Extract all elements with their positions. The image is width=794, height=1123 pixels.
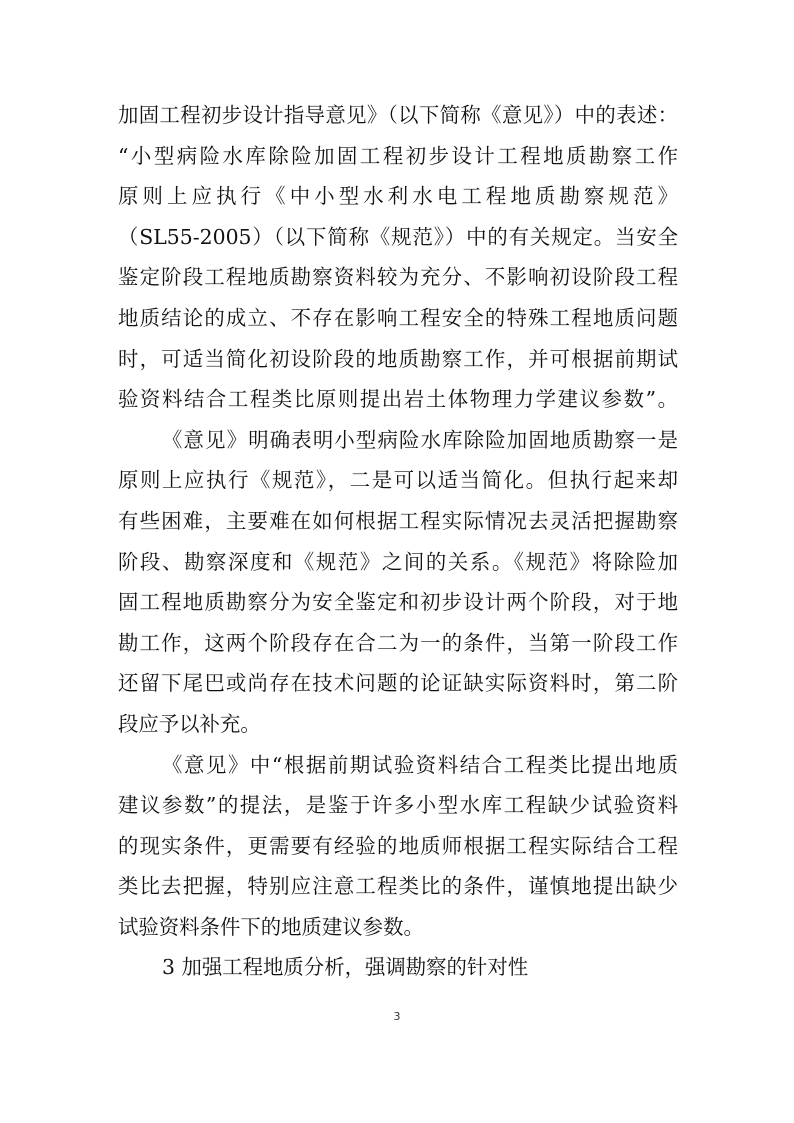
body-text xyxy=(118,95,678,988)
text-line: 固工程地质勘察分为安全鉴定和初步设计两个阶段，对于地 xyxy=(118,590,678,615)
text-line: 勘工作，这两个阶段存在合二为一的条件，当第一阶段工作 xyxy=(118,630,678,655)
text-line: 原则上应执行《规范》，二是可以适当简化。但执行起来却 xyxy=(118,468,678,493)
text-line: 地质结论的成立、不存在影响工程安全的特殊工程地质问题 xyxy=(118,305,678,330)
text-line: 有些困难，主要难在如何根据工程实际情况去灵活把握勘察 xyxy=(118,508,678,533)
text-line: 试验资料条件下的地质建议参数。 xyxy=(118,914,424,939)
text-line: 原则上应执行《中小型水利水电工程地质勘察规范》 xyxy=(118,184,678,209)
text-line: 加固工程初步设计指导意见》（以下简称《意见》）中的表述： xyxy=(118,103,678,127)
text-line: 类比去把握，特别应注意工程类比的条件，谨慎地提出缺少 xyxy=(118,874,678,899)
text-line: 《意见》中“根据前期试验资料结合工程类比提出地质 xyxy=(162,752,678,777)
text-line: 的现实条件，更需要有经验的地质师根据工程实际结合工程 xyxy=(118,833,678,858)
text-line: 阶段、勘察深度和《规范》之间的关系。《规范》将除险加 xyxy=(118,549,678,574)
text-line: 建议参数”的提法，是鉴于许多小型水库工程缺少试验资料 xyxy=(118,793,678,818)
section-heading: 3 加强工程地质分析，强调勘察的针对性 xyxy=(162,955,529,980)
text-line: 时，可适当简化初设阶段的地质勘察工作，并可根据前期试 xyxy=(118,346,678,371)
text-line: （SL55-2005）（以下简称《规范》）中的有关规定。当安全 xyxy=(118,224,678,249)
text-line: 《意见》明确表明小型病险水库除险加固地质勘察一是 xyxy=(162,427,678,452)
text-line: 还留下尾巴或尚存在技术问题的论证缺实际资料时，第二阶 xyxy=(118,671,678,696)
text-line: 验资料结合工程类比原则提出岩土体物理力学建议参数”。 xyxy=(118,387,678,412)
text-line: 段应予以补充。 xyxy=(118,711,261,736)
page-number: 3 xyxy=(393,1010,401,1023)
text-line: “小型病险水库除险加固工程初步设计工程地质勘察工作 xyxy=(118,143,678,168)
text-line: 鉴定阶段工程地质勘察资料较为充分、不影响初设阶段工程 xyxy=(118,265,678,290)
